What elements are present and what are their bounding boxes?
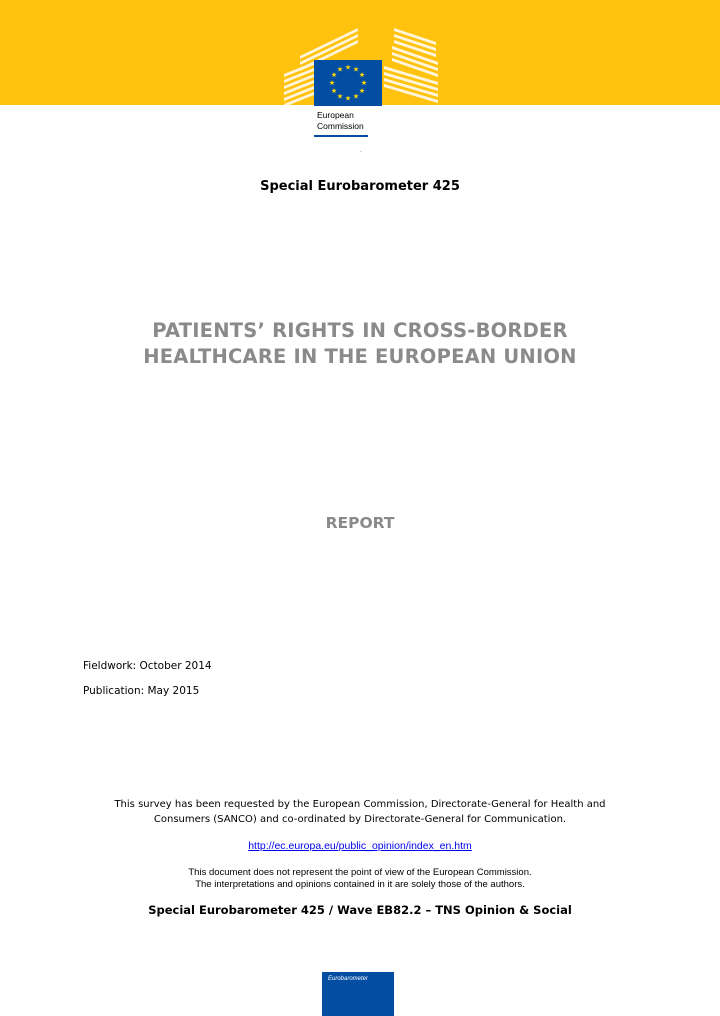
link-container bbox=[0, 840, 720, 852]
eurobarometer-badge-label: Eurobarometer bbox=[328, 976, 369, 982]
svg-text:★: ★ bbox=[344, 63, 352, 72]
svg-text:★: ★ bbox=[344, 94, 352, 103]
disclaimer-line-2: The interpretations and opinions contained in it are solely those of the authors. bbox=[195, 879, 525, 890]
report-title-line-2: HEALTHCARE IN THE EUROPEAN UNION bbox=[143, 345, 577, 368]
svg-text:★: ★ bbox=[358, 71, 366, 79]
logo-line-commission: Commission bbox=[317, 121, 364, 131]
requested-line-1: This survey has been requested by the European Commission, Directorate-General for Health and bbox=[114, 799, 606, 810]
document-type: REPORT bbox=[325, 514, 395, 532]
ec-building-flag-icon bbox=[280, 26, 440, 110]
eurobarometer-badge bbox=[322, 972, 394, 1016]
report-title bbox=[60, 318, 660, 370]
report-series: Special Eurobarometer 425 bbox=[260, 179, 460, 194]
fieldwork-date: Fieldwork: October 2014 bbox=[83, 660, 212, 672]
requested-line-2: Consumers (SANCO) and co-ordinated by Directorate-General for Communication. bbox=[153, 814, 567, 825]
svg-text:★: ★ bbox=[336, 92, 344, 101]
european-commission-logo bbox=[280, 26, 440, 152]
logo-wordmark bbox=[317, 110, 364, 132]
svg-text:★: ★ bbox=[336, 65, 344, 74]
report-title-line-1: PATIENTS’ RIGHTS IN CROSS-BORDER bbox=[152, 319, 568, 342]
requested-by-statement bbox=[60, 797, 660, 827]
svg-text:★: ★ bbox=[330, 71, 338, 79]
svg-text:★: ★ bbox=[352, 92, 360, 101]
wave-identifier: Special Eurobarometer 425 / Wave EB82.2 – TNS Opinion & Social bbox=[148, 903, 572, 917]
svg-text:★: ★ bbox=[358, 87, 366, 95]
svg-text:★: ★ bbox=[328, 79, 336, 87]
publication-date: Publication: May 2015 bbox=[83, 685, 200, 697]
disclaimer-line-1: This document does not represent the point of view of the European Commission. bbox=[188, 867, 532, 878]
svg-text:★: ★ bbox=[330, 87, 338, 95]
logo-underline bbox=[314, 135, 368, 137]
logo-line-european: European bbox=[317, 110, 354, 120]
svg-text:★: ★ bbox=[352, 65, 360, 74]
decorative-dot: . bbox=[360, 147, 362, 154]
disclaimer bbox=[60, 867, 660, 891]
public-opinion-link[interactable]: http://ec.europa.eu/public_opinion/index_en.htm bbox=[248, 840, 472, 852]
svg-text:★: ★ bbox=[360, 79, 368, 87]
